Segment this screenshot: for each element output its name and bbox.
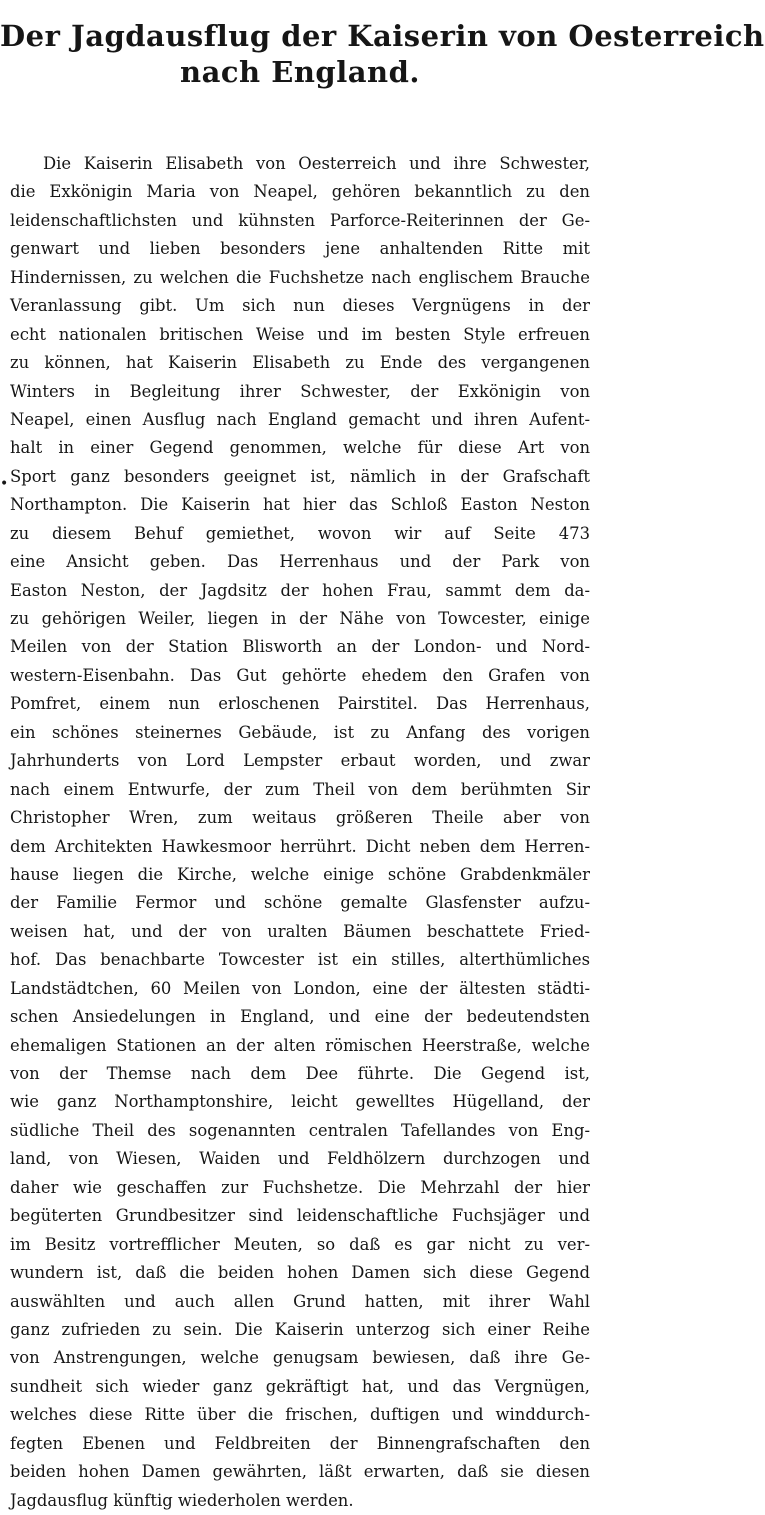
body-line: sundheit sich wieder ganz gekräftigt hat, und das Vergnügen, <box>10 1376 590 1396</box>
body-line: schen Ansiedelungen in England, und eine der bedeutendsten <box>10 1007 590 1027</box>
body-line: der Familie Fermor und schöne gemalte Glasfenster aufzu- <box>10 893 590 913</box>
body-line: Hindernissen, zu welchen die Fuchshetze nach englischem Brauche <box>10 267 590 287</box>
body-line: Winters in Begleitung ihrer Schwester, der Exkönigin von <box>10 381 590 401</box>
body-line: ein schönes steinernes Gebäude, ist zu Anfang des vorigen <box>10 722 590 742</box>
body-line: Pomfret, einem nun erloschenen Pairstitel. Das Herrenhaus, <box>10 694 590 714</box>
body-line: südliche Theil des sogenannten centralen Tafellandes von Eng- <box>10 1120 590 1140</box>
body-line: begüterten Grundbesitzer sind leidenschaftliche Fuchsjäger und <box>10 1206 590 1226</box>
article-title-line-1: Der Jagdausflug der Kaiserin von Oesterreich <box>0 19 765 53</box>
body-line: hause liegen die Kirche, welche einige schöne Grabdenkmäler <box>10 864 590 884</box>
body-line: von Anstrengungen, welche genugsam bewiesen, daß ihre Ge- <box>10 1348 590 1368</box>
body-line: zu diesem Behuf gemiethet, wovon wir auf Seite 473 <box>10 523 590 543</box>
body-line: dem Architekten Hawkesmoor herrührt. Dicht neben dem Herren- <box>10 836 590 856</box>
body-line: Neapel, einen Ausflug nach England gemacht und ihren Aufent- <box>10 409 590 429</box>
body-line: hof. Das benachbarte Towcester ist ein stilles, alterthümliches <box>10 950 590 970</box>
body-line: Jahrhunderts von Lord Lempster erbaut worden, und zwar <box>10 751 590 771</box>
body-line: Veranlassung gibt. Um sich nun dieses Vergnügens in der <box>10 296 590 316</box>
body-line: Easton Neston, der Jagdsitz der hohen Frau, sammt dem da- <box>10 580 590 600</box>
body-line: Christopher Wren, zum weitaus größeren Theile aber von <box>10 808 590 828</box>
body-line: ganz zufrieden zu sein. Die Kaiserin unterzog sich einer Reihe <box>10 1319 590 1339</box>
body-line: nach einem Entwurfe, der zum Theil von dem berühmten Sir <box>10 779 590 799</box>
body-line: welches diese Ritte über die frischen, duftigen und winddurch- <box>10 1405 590 1425</box>
article-body <box>10 150 590 1515</box>
body-line: Northampton. Die Kaiserin hat hier das Schloß Easton Neston <box>10 495 590 515</box>
body-line: echt nationalen britischen Weise und im besten Style erfreuen <box>10 324 590 344</box>
body-line: western-Eisenbahn. Das Gut gehörte ehedem den Grafen von <box>10 665 590 685</box>
body-line: leidenschaftlichsten und kühnsten Parforce-Reiterinnen der Ge- <box>10 210 590 230</box>
body-line: von der Themse nach dem Dee führte. Die Gegend ist, <box>10 1064 590 1083</box>
body-line: ehemaligen Stationen an der alten römischen Heerstraße, welche <box>10 1035 590 1055</box>
body-line: Die Kaiserin Elisabeth von Oesterreich und ihre Schwester, <box>43 154 590 173</box>
body-line: wundern ist, daß die beiden hohen Damen sich diese Gegend <box>10 1263 590 1283</box>
body-line: im Besitz vortrefflicher Meuten, so daß es gar nicht zu ver- <box>10 1234 590 1254</box>
body-line: Landstädtchen, 60 Meilen von London, eine der ältesten städti- <box>10 978 590 998</box>
body-line: Sport ganz besonders geeignet ist, nämlich in der Grafschaft <box>10 466 590 486</box>
body-line: zu gehörigen Weiler, liegen in der Nähe von Towcester, einige <box>10 609 590 628</box>
body-line: Jagdausflug künftig wiederholen werden. <box>10 1490 354 1510</box>
body-line: fegten Ebenen und Feldbreiten der Binnengrafschaften den <box>10 1433 590 1453</box>
body-line: beiden hohen Damen gewährten, läßt erwarten, daß sie diesen <box>10 1462 590 1482</box>
body-line: daher wie geschaffen zur Fuchshetze. Die Mehrzahl der hier <box>10 1177 590 1197</box>
article-title-line-2: nach England. <box>180 55 420 89</box>
body-line: die Exkönigin Maria von Neapel, gehören bekanntlich zu den <box>10 182 590 202</box>
margin-mark: • <box>0 476 9 492</box>
body-line: auswählten und auch allen Grund hatten, mit ihrer Wahl <box>10 1291 590 1311</box>
body-line: genwart und lieben besonders jene anhaltenden Ritte mit <box>10 239 590 259</box>
body-line: zu können, hat Kaiserin Elisabeth zu Ende des vergangenen <box>10 353 590 373</box>
body-line: land, von Wiesen, Waiden und Feldhölzern durchzogen und <box>10 1149 590 1169</box>
body-line: weisen hat, und der von uralten Bäumen beschattete Fried- <box>10 921 590 941</box>
body-line: Meilen von der Station Blisworth an der London- und Nord- <box>10 637 590 657</box>
body-line: eine Ansicht geben. Das Herrenhaus und der Park von <box>10 552 590 572</box>
body-line: wie ganz Northamptonshire, leicht gewelltes Hügelland, der <box>10 1092 590 1112</box>
body-line: halt in einer Gegend genommen, welche für diese Art von <box>10 438 590 458</box>
